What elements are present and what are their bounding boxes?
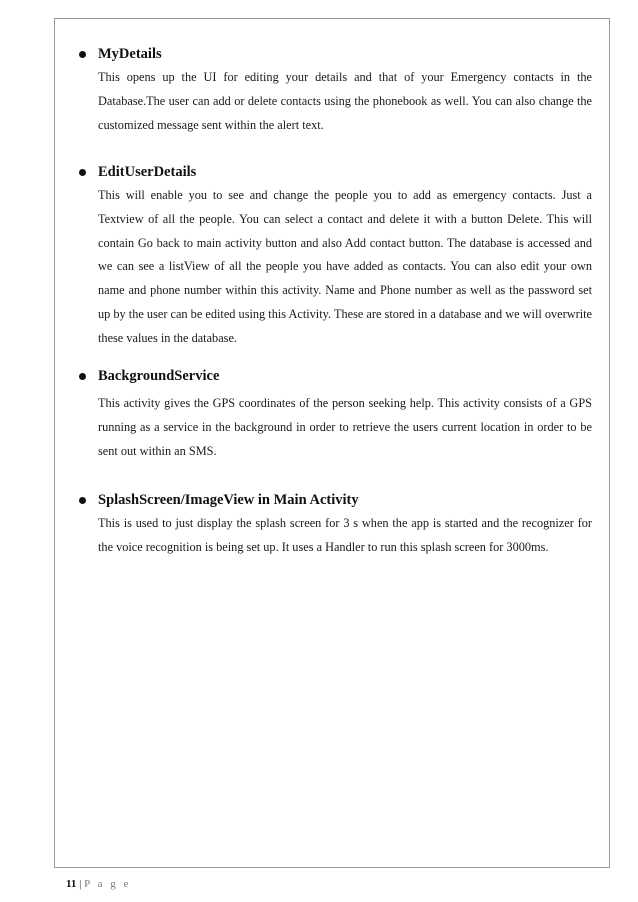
section-body: This will enable you to see and change the people you to add as emergency contacts. Just a Textview of all the people. You can select a contact and delete it with a button Delete. This will contain Go back to main activity button and also Add contact button. The database is accessed and we can see a listView of all the people you have added as contacts. You can also edit your own name and phone number within this activity. Name and Phone number as well as the password set up by the user can be edited using this Activity. These are stored in a database and we will overwrite these values in the database.	[98, 188, 592, 345]
bullet-icon	[79, 169, 86, 176]
page-separator: |	[79, 878, 82, 890]
bullet-icon	[79, 51, 86, 58]
section-heading: EditUserDetails	[98, 164, 197, 180]
section-splashscreen	[70, 490, 596, 560]
page-footer	[66, 878, 131, 890]
section-backgroundservice	[70, 366, 596, 463]
bullet-icon	[79, 497, 86, 504]
section-body: This opens up the UI for editing your details and that of your Emergency contacts in the Database.The user can add or delete contacts using the phonebook as well. You can also change the customized message sent within the alert text.	[98, 70, 592, 132]
section-edituserdetails	[70, 162, 596, 351]
section-body: This is used to just display the splash screen for 3 s when the app is started and the recognizer for the voice recognition is being set up. It uses a Handler to run this splash screen for 3000ms.	[98, 516, 592, 554]
page-number: 11	[66, 878, 77, 890]
section-heading: SplashScreen/ImageView in Main Activity	[98, 492, 359, 508]
section-heading: MyDetails	[98, 46, 162, 62]
bullet-icon	[79, 373, 86, 380]
section-heading: BackgroundService	[98, 368, 220, 384]
section-body: This activity gives the GPS coordinates of the person seeking help. This activity consists of a GPS running as a service in the background in order to retrieve the users current location in order to be sent out within an SMS.	[98, 396, 592, 458]
page-word: P a g e	[84, 878, 131, 890]
section-mydetails	[70, 44, 596, 137]
